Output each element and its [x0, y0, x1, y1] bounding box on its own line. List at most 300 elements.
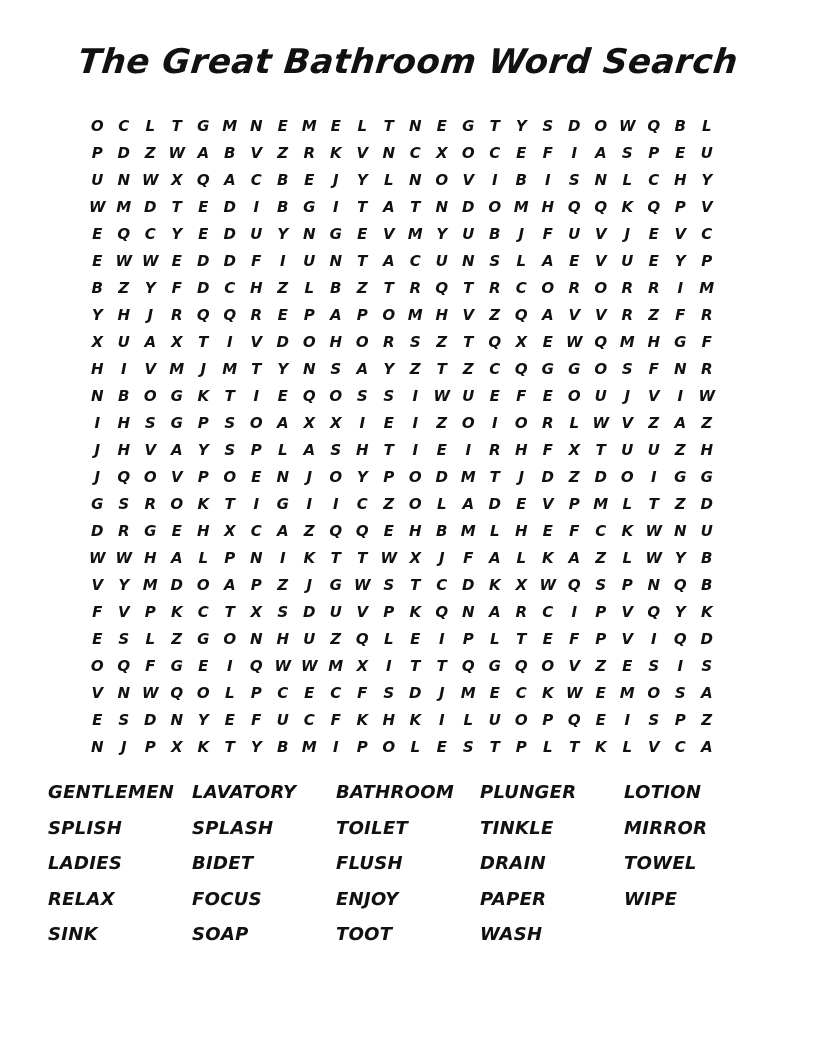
grid-letter[interactable]: P: [621, 575, 633, 594]
grid-letter[interactable]: S: [330, 359, 342, 378]
grid-letter[interactable]: A: [594, 143, 607, 162]
grid-letter[interactable]: N: [302, 359, 316, 378]
grid-letter[interactable]: E: [410, 629, 421, 648]
grid-letter[interactable]: E: [277, 386, 288, 405]
grid-letter[interactable]: Q: [170, 683, 184, 702]
grid-letter[interactable]: A: [197, 143, 210, 162]
grid-letter[interactable]: Q: [514, 656, 528, 675]
grid-letter[interactable]: F: [357, 683, 368, 702]
grid-letter[interactable]: O: [435, 170, 449, 189]
grid-letter[interactable]: T: [357, 548, 368, 567]
grid-letter[interactable]: C: [224, 278, 236, 297]
grid-letter[interactable]: D: [568, 116, 581, 135]
grid-letter[interactable]: H: [329, 332, 343, 351]
grid-letter[interactable]: B: [118, 386, 130, 405]
grid-letter[interactable]: K: [488, 575, 501, 594]
grid-letter[interactable]: Z: [277, 575, 289, 594]
grid-letter[interactable]: I: [226, 332, 233, 351]
grid-letter[interactable]: Y: [250, 737, 262, 756]
grid-letter[interactable]: X: [515, 575, 528, 594]
grid-letter[interactable]: B: [224, 143, 236, 162]
grid-letter[interactable]: A: [170, 548, 183, 567]
grid-letter[interactable]: H: [647, 332, 661, 351]
grid-letter[interactable]: S: [648, 710, 660, 729]
grid-letter[interactable]: D: [276, 332, 289, 351]
grid-letter[interactable]: Y: [674, 548, 686, 567]
grid-letter[interactable]: P: [648, 143, 660, 162]
grid-letter[interactable]: D: [541, 467, 554, 486]
grid-letter[interactable]: E: [198, 197, 209, 216]
grid-letter[interactable]: O: [223, 629, 237, 648]
grid-letter[interactable]: X: [223, 521, 236, 540]
grid-letter[interactable]: M: [619, 332, 635, 351]
grid-letter[interactable]: X: [515, 332, 528, 351]
grid-letter[interactable]: P: [595, 629, 607, 648]
grid-letter[interactable]: D: [488, 494, 501, 513]
grid-letter[interactable]: S: [224, 440, 236, 459]
grid-letter[interactable]: I: [359, 413, 366, 432]
grid-letter[interactable]: I: [677, 278, 684, 297]
grid-letter[interactable]: N: [461, 602, 475, 621]
grid-letter[interactable]: Q: [673, 575, 687, 594]
grid-letter[interactable]: P: [197, 413, 209, 432]
grid-letter[interactable]: J: [624, 386, 631, 405]
grid-letter[interactable]: K: [621, 521, 634, 540]
grid-letter[interactable]: L: [622, 737, 633, 756]
grid-letter[interactable]: H: [700, 440, 714, 459]
grid-letter[interactable]: W: [592, 413, 610, 432]
grid-letter[interactable]: V: [250, 332, 263, 351]
grid-letter[interactable]: N: [408, 170, 422, 189]
grid-letter[interactable]: I: [332, 494, 339, 513]
grid-letter[interactable]: Q: [594, 332, 608, 351]
grid-letter[interactable]: K: [170, 602, 183, 621]
grid-letter[interactable]: K: [700, 602, 713, 621]
grid-letter[interactable]: V: [144, 359, 157, 378]
grid-letter[interactable]: Y: [277, 224, 289, 243]
grid-letter[interactable]: I: [253, 494, 260, 513]
grid-letter[interactable]: O: [488, 197, 502, 216]
grid-letter[interactable]: O: [302, 332, 316, 351]
grid-letter[interactable]: C: [277, 683, 289, 702]
grid-letter[interactable]: O: [620, 467, 634, 486]
grid-letter[interactable]: A: [144, 332, 157, 351]
grid-letter[interactable]: E: [569, 251, 580, 270]
grid-letter[interactable]: M: [407, 224, 423, 243]
grid-letter[interactable]: Z: [462, 359, 474, 378]
grid-letter[interactable]: X: [170, 170, 183, 189]
grid-letter[interactable]: B: [277, 197, 289, 216]
grid-letter[interactable]: S: [277, 602, 289, 621]
grid-letter[interactable]: T: [171, 116, 182, 135]
grid-letter[interactable]: K: [303, 548, 316, 567]
grid-letter[interactable]: Q: [117, 224, 131, 243]
grid-letter[interactable]: I: [332, 197, 339, 216]
grid-letter[interactable]: T: [595, 440, 606, 459]
grid-letter[interactable]: Y: [701, 170, 713, 189]
grid-letter[interactable]: K: [409, 710, 422, 729]
grid-letter[interactable]: J: [200, 359, 207, 378]
grid-letter[interactable]: G: [674, 332, 687, 351]
grid-letter[interactable]: U: [435, 251, 448, 270]
grid-letter[interactable]: F: [675, 305, 686, 324]
grid-letter[interactable]: A: [276, 521, 289, 540]
grid-letter[interactable]: N: [249, 116, 263, 135]
grid-letter[interactable]: Z: [383, 494, 395, 513]
grid-letter[interactable]: U: [488, 710, 501, 729]
grid-letter[interactable]: M: [328, 656, 344, 675]
grid-letter[interactable]: T: [463, 278, 474, 297]
grid-letter[interactable]: N: [435, 197, 449, 216]
grid-letter[interactable]: E: [383, 521, 394, 540]
grid-letter[interactable]: Z: [489, 305, 501, 324]
grid-letter[interactable]: M: [301, 116, 317, 135]
grid-letter[interactable]: I: [120, 359, 127, 378]
grid-letter[interactable]: T: [171, 197, 182, 216]
grid-letter[interactable]: J: [624, 224, 631, 243]
grid-letter[interactable]: H: [117, 305, 131, 324]
grid-letter[interactable]: L: [436, 494, 447, 513]
grid-letter[interactable]: L: [304, 278, 315, 297]
grid-letter[interactable]: E: [92, 629, 103, 648]
grid-letter[interactable]: R: [117, 521, 130, 540]
grid-letter[interactable]: V: [356, 143, 369, 162]
grid-letter[interactable]: B: [701, 575, 713, 594]
grid-letter[interactable]: S: [648, 656, 660, 675]
grid-letter[interactable]: P: [250, 440, 262, 459]
grid-letter[interactable]: B: [515, 170, 527, 189]
grid-letter[interactable]: A: [462, 494, 475, 513]
grid-letter[interactable]: T: [569, 737, 580, 756]
grid-letter[interactable]: I: [491, 170, 498, 189]
grid-letter[interactable]: P: [356, 305, 368, 324]
grid-letter[interactable]: Q: [435, 278, 449, 297]
grid-letter[interactable]: L: [410, 737, 421, 756]
grid-letter[interactable]: A: [382, 197, 395, 216]
grid-letter[interactable]: Y: [144, 278, 156, 297]
grid-letter[interactable]: K: [621, 197, 634, 216]
grid-letter[interactable]: J: [306, 467, 313, 486]
grid-letter[interactable]: Z: [674, 494, 686, 513]
grid-letter[interactable]: R: [515, 602, 528, 621]
grid-letter[interactable]: I: [94, 413, 101, 432]
grid-letter[interactable]: E: [648, 224, 659, 243]
grid-letter[interactable]: G: [462, 116, 475, 135]
grid-letter[interactable]: E: [675, 143, 686, 162]
grid-letter[interactable]: J: [332, 170, 339, 189]
grid-letter[interactable]: P: [568, 494, 580, 513]
grid-letter[interactable]: Q: [514, 305, 528, 324]
grid-letter[interactable]: E: [595, 683, 606, 702]
grid-letter[interactable]: Q: [647, 602, 661, 621]
grid-letter[interactable]: D: [409, 683, 422, 702]
grid-letter[interactable]: K: [541, 683, 554, 702]
grid-letter[interactable]: J: [438, 683, 445, 702]
grid-letter[interactable]: Z: [568, 467, 580, 486]
grid-letter[interactable]: B: [701, 548, 713, 567]
grid-letter[interactable]: S: [462, 737, 474, 756]
grid-letter[interactable]: R: [700, 305, 713, 324]
grid-letter[interactable]: N: [90, 386, 104, 405]
grid-letter[interactable]: B: [674, 116, 686, 135]
grid-letter[interactable]: O: [90, 656, 104, 675]
grid-letter[interactable]: U: [303, 251, 316, 270]
grid-letter[interactable]: P: [303, 305, 315, 324]
grid-letter[interactable]: M: [593, 494, 609, 513]
grid-letter[interactable]: C: [303, 710, 315, 729]
grid-letter[interactable]: C: [595, 521, 607, 540]
grid-letter[interactable]: N: [90, 737, 104, 756]
grid-letter[interactable]: L: [701, 116, 712, 135]
grid-letter[interactable]: D: [700, 629, 713, 648]
grid-letter[interactable]: V: [91, 575, 104, 594]
grid-letter[interactable]: Y: [674, 251, 686, 270]
grid-letter[interactable]: Q: [117, 467, 131, 486]
grid-letter[interactable]: Q: [461, 656, 475, 675]
grid-letter[interactable]: Q: [647, 116, 661, 135]
grid-letter[interactable]: R: [250, 305, 263, 324]
grid-letter[interactable]: L: [516, 251, 527, 270]
grid-letter[interactable]: E: [198, 656, 209, 675]
grid-letter[interactable]: D: [223, 251, 236, 270]
grid-letter[interactable]: Z: [303, 521, 315, 540]
grid-letter[interactable]: P: [542, 710, 554, 729]
grid-letter[interactable]: E: [542, 332, 553, 351]
grid-letter[interactable]: P: [91, 143, 103, 162]
grid-letter[interactable]: G: [170, 656, 183, 675]
grid-letter[interactable]: Z: [595, 656, 607, 675]
grid-letter[interactable]: X: [170, 332, 183, 351]
grid-letter[interactable]: D: [170, 575, 183, 594]
grid-letter[interactable]: I: [385, 656, 392, 675]
grid-letter[interactable]: I: [226, 656, 233, 675]
grid-letter[interactable]: A: [541, 305, 554, 324]
grid-letter[interactable]: D: [197, 251, 210, 270]
grid-letter[interactable]: Z: [118, 278, 130, 297]
grid-letter[interactable]: E: [224, 710, 235, 729]
grid-letter[interactable]: T: [463, 332, 474, 351]
grid-letter[interactable]: V: [462, 170, 475, 189]
grid-letter[interactable]: C: [118, 116, 130, 135]
grid-letter[interactable]: W: [115, 548, 133, 567]
grid-letter[interactable]: W: [274, 656, 292, 675]
grid-letter[interactable]: X: [329, 413, 342, 432]
grid-letter[interactable]: C: [144, 224, 156, 243]
grid-letter[interactable]: F: [648, 359, 659, 378]
grid-letter[interactable]: X: [250, 602, 263, 621]
grid-letter[interactable]: E: [542, 521, 553, 540]
grid-letter[interactable]: P: [462, 629, 474, 648]
grid-letter[interactable]: R: [700, 359, 713, 378]
grid-letter[interactable]: M: [169, 359, 185, 378]
grid-letter[interactable]: T: [516, 629, 527, 648]
grid-letter[interactable]: O: [594, 359, 608, 378]
grid-letter[interactable]: U: [462, 386, 475, 405]
grid-letter[interactable]: L: [516, 548, 527, 567]
grid-letter[interactable]: A: [329, 305, 342, 324]
grid-letter[interactable]: P: [197, 467, 209, 486]
grid-letter[interactable]: D: [303, 602, 316, 621]
grid-letter[interactable]: A: [356, 359, 369, 378]
grid-letter[interactable]: G: [170, 386, 183, 405]
grid-letter[interactable]: I: [650, 629, 657, 648]
grid-letter[interactable]: W: [141, 683, 159, 702]
grid-letter[interactable]: P: [224, 548, 236, 567]
grid-letter[interactable]: I: [491, 413, 498, 432]
grid-letter[interactable]: N: [408, 116, 422, 135]
grid-letter[interactable]: E: [277, 305, 288, 324]
grid-letter[interactable]: C: [674, 737, 686, 756]
grid-letter[interactable]: S: [595, 575, 607, 594]
grid-letter[interactable]: B: [277, 170, 289, 189]
grid-letter[interactable]: O: [170, 494, 184, 513]
grid-letter[interactable]: I: [438, 629, 445, 648]
grid-letter[interactable]: Q: [355, 521, 369, 540]
grid-letter[interactable]: E: [489, 386, 500, 405]
grid-letter[interactable]: R: [568, 278, 581, 297]
grid-letter[interactable]: T: [224, 602, 235, 621]
grid-letter[interactable]: U: [329, 602, 342, 621]
grid-letter[interactable]: I: [571, 143, 578, 162]
grid-letter[interactable]: M: [222, 359, 238, 378]
grid-letter[interactable]: M: [513, 197, 529, 216]
grid-letter[interactable]: P: [515, 737, 527, 756]
grid-letter[interactable]: L: [489, 629, 500, 648]
grid-letter[interactable]: K: [409, 602, 422, 621]
grid-letter[interactable]: R: [144, 494, 157, 513]
grid-letter[interactable]: W: [645, 521, 663, 540]
grid-letter[interactable]: X: [568, 440, 581, 459]
grid-letter[interactable]: X: [435, 143, 448, 162]
grid-letter[interactable]: F: [542, 143, 553, 162]
grid-letter[interactable]: M: [460, 683, 476, 702]
grid-letter[interactable]: O: [541, 278, 555, 297]
grid-letter[interactable]: O: [143, 386, 157, 405]
grid-letter[interactable]: L: [277, 440, 288, 459]
grid-letter[interactable]: V: [250, 143, 263, 162]
grid-letter[interactable]: C: [197, 602, 209, 621]
grid-letter[interactable]: E: [489, 683, 500, 702]
grid-letter[interactable]: F: [463, 548, 474, 567]
grid-letter[interactable]: H: [276, 629, 290, 648]
grid-letter[interactable]: L: [569, 413, 580, 432]
grid-letter[interactable]: C: [648, 170, 660, 189]
grid-letter[interactable]: Q: [567, 575, 581, 594]
grid-letter[interactable]: H: [541, 197, 555, 216]
grid-letter[interactable]: V: [594, 305, 607, 324]
grid-letter[interactable]: H: [117, 413, 131, 432]
grid-letter[interactable]: V: [356, 602, 369, 621]
grid-letter[interactable]: G: [541, 359, 554, 378]
grid-letter[interactable]: I: [544, 170, 551, 189]
grid-letter[interactable]: O: [249, 413, 263, 432]
grid-letter[interactable]: V: [170, 467, 183, 486]
grid-letter[interactable]: G: [303, 197, 316, 216]
grid-letter[interactable]: Z: [648, 305, 660, 324]
grid-letter[interactable]: N: [673, 359, 687, 378]
grid-letter[interactable]: T: [383, 440, 394, 459]
grid-letter[interactable]: M: [407, 305, 423, 324]
grid-letter[interactable]: W: [645, 548, 663, 567]
grid-letter[interactable]: S: [144, 413, 156, 432]
grid-letter[interactable]: E: [542, 386, 553, 405]
grid-letter[interactable]: Y: [356, 170, 368, 189]
grid-letter[interactable]: F: [251, 251, 262, 270]
grid-letter[interactable]: D: [594, 467, 607, 486]
grid-letter[interactable]: U: [700, 143, 713, 162]
grid-letter[interactable]: T: [198, 332, 209, 351]
grid-letter[interactable]: C: [542, 602, 554, 621]
grid-letter[interactable]: Q: [673, 629, 687, 648]
grid-letter[interactable]: D: [197, 278, 210, 297]
grid-letter[interactable]: T: [224, 386, 235, 405]
grid-letter[interactable]: F: [145, 656, 156, 675]
grid-letter[interactable]: T: [436, 656, 447, 675]
grid-letter[interactable]: G: [329, 575, 342, 594]
grid-letter[interactable]: Z: [595, 548, 607, 567]
grid-letter[interactable]: E: [92, 224, 103, 243]
grid-letter[interactable]: A: [488, 548, 501, 567]
grid-letter[interactable]: O: [408, 467, 422, 486]
grid-letter[interactable]: T: [224, 737, 235, 756]
grid-letter[interactable]: A: [223, 170, 236, 189]
grid-letter[interactable]: C: [356, 494, 368, 513]
grid-letter[interactable]: E: [251, 467, 262, 486]
grid-letter[interactable]: V: [647, 737, 660, 756]
grid-letter[interactable]: E: [436, 440, 447, 459]
grid-letter[interactable]: J: [518, 467, 525, 486]
grid-letter[interactable]: W: [698, 386, 716, 405]
grid-letter[interactable]: A: [276, 413, 289, 432]
grid-letter[interactable]: M: [460, 467, 476, 486]
grid-letter[interactable]: J: [147, 305, 154, 324]
grid-letter[interactable]: V: [594, 251, 607, 270]
grid-letter[interactable]: S: [489, 251, 501, 270]
grid-letter[interactable]: T: [489, 467, 500, 486]
grid-letter[interactable]: M: [619, 683, 635, 702]
grid-letter[interactable]: I: [412, 413, 419, 432]
grid-letter[interactable]: N: [170, 710, 184, 729]
grid-letter[interactable]: U: [594, 386, 607, 405]
grid-letter[interactable]: U: [647, 440, 660, 459]
grid-letter[interactable]: E: [357, 224, 368, 243]
grid-letter[interactable]: I: [571, 602, 578, 621]
grid-letter[interactable]: G: [197, 629, 210, 648]
grid-letter[interactable]: F: [171, 278, 182, 297]
grid-letter[interactable]: Y: [118, 575, 130, 594]
grid-letter[interactable]: V: [382, 224, 395, 243]
grid-letter[interactable]: W: [141, 170, 159, 189]
grid-letter[interactable]: I: [465, 440, 472, 459]
grid-letter[interactable]: D: [223, 197, 236, 216]
grid-letter[interactable]: G: [144, 521, 157, 540]
grid-letter[interactable]: Y: [356, 467, 368, 486]
grid-letter[interactable]: W: [300, 656, 318, 675]
grid-letter[interactable]: O: [382, 305, 396, 324]
grid-letter[interactable]: N: [249, 629, 263, 648]
grid-letter[interactable]: R: [621, 278, 634, 297]
grid-letter[interactable]: Y: [197, 710, 209, 729]
grid-letter[interactable]: X: [409, 548, 422, 567]
grid-letter[interactable]: O: [329, 386, 343, 405]
grid-letter[interactable]: A: [303, 440, 316, 459]
grid-letter[interactable]: D: [117, 143, 130, 162]
grid-letter[interactable]: G: [700, 467, 713, 486]
grid-letter[interactable]: R: [541, 413, 554, 432]
grid-letter[interactable]: F: [516, 386, 527, 405]
grid-letter[interactable]: J: [518, 224, 525, 243]
grid-letter[interactable]: L: [463, 710, 474, 729]
